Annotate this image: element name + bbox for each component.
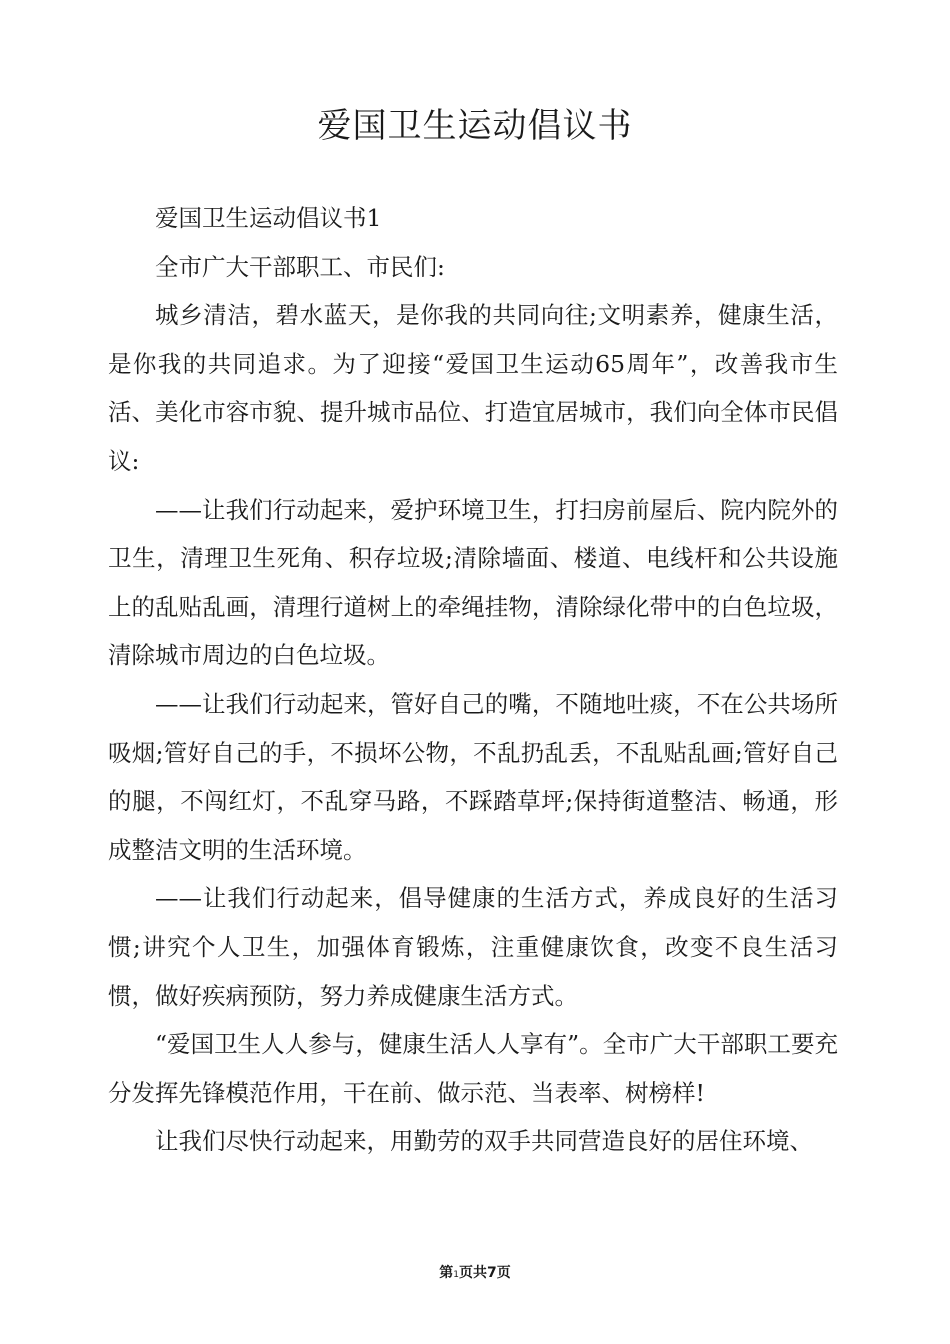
footer-page-number: 1 xyxy=(453,1270,459,1280)
document-body xyxy=(108,194,838,1166)
paragraph-point-2: ——让我们行动起来，管好自己的嘴，不随地吐痰，不在公共场所吸烟;管好自己的手，不损坏公物，不乱扔乱丢，不乱贴乱画;管好自己的腿，不闯红灯，不乱穿马路，不踩踏草坪;保持街道整洁、畅通，形成整洁文明的生活环境。 xyxy=(108,689,838,864)
paragraph-salutation: 全市广大干部职工、市民们: xyxy=(155,252,445,281)
footer-middle: 页共 xyxy=(458,1265,487,1281)
footer-total-pages: 7 xyxy=(486,1265,497,1281)
paragraph-subtitle: 爱国卫生运动倡议书1 xyxy=(155,204,382,232)
paragraph-slogan: “爱国卫生人人参与，健康生活人人享有”。全市广大干部职工要充分发挥先锋模范作用，干在前、做示范、当表率、树榜样! xyxy=(108,1030,838,1107)
paragraph-point-3: ——让我们行动起来，倡导健康的生活方式，养成良好的生活习惯;讲究个人卫生，加强体育锻炼，注重健康饮食，改变不良生活习惯，做好疾病预防，努力养成健康生活方式。 xyxy=(108,884,838,1010)
paragraph-closing: 让我们尽快行动起来，用勤劳的双手共同营造良好的居住环境、 xyxy=(155,1127,813,1156)
paragraph-intro: 城乡清洁，碧水蓝天，是你我的共同向往;文明素养，健康生活，是你我的共同追求。为了迎接“爱国卫生运动65周年”，改善我市生活、美化市容市貌、提升城市品位、打造宜居城市，我们向全体市民倡议: xyxy=(108,301,838,475)
footer-suffix: 页 xyxy=(496,1265,511,1281)
document-title: 爱国卫生运动倡议书 xyxy=(317,106,633,146)
page-footer xyxy=(0,1263,950,1285)
footer-prefix: 第 xyxy=(439,1265,454,1281)
paragraph-point-1: ——让我们行动起来，爱护环境卫生，打扫房前屋后、院内院外的卫生，清理卫生死角、积存垃圾;清除墙面、楼道、电线杆和公共设施上的乱贴乱画，清理行道树上的牵绳挂物，清除绿化带中的白色垃圾，清除城市周边的白色垃圾。 xyxy=(108,495,838,670)
